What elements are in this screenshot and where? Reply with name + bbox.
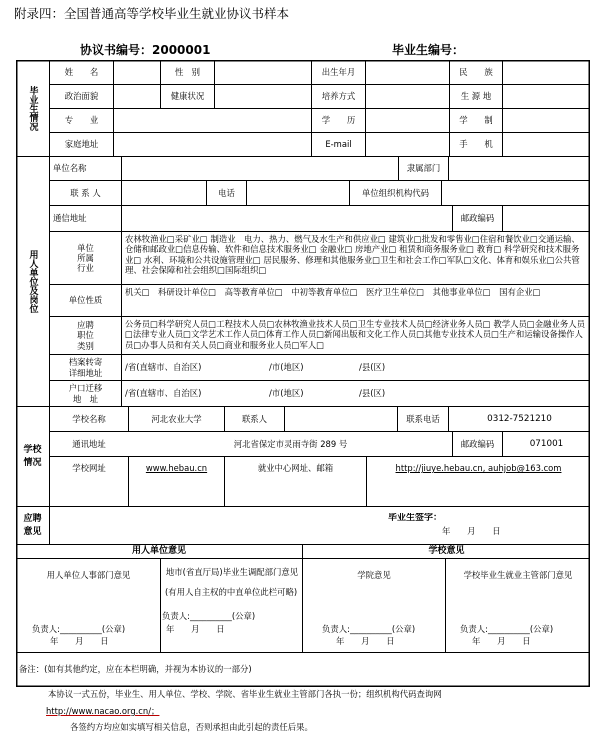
industry-label: 单位 所属 行业 [77, 242, 94, 274]
employer-contact-label: 联 系 人 [70, 187, 101, 198]
school-site-label: 学校网址 [72, 463, 106, 473]
degree-label: 学 历 [321, 115, 356, 126]
address-label: 家庭地址 [64, 139, 99, 150]
employer-address-label: 通信地址 [53, 213, 87, 224]
file-city[interactable]: /市(地区) [269, 362, 304, 373]
graduate-section-label: 毕业生情况 [27, 85, 38, 131]
phone-label: 手 机 [459, 139, 493, 150]
email-label: E-mail [325, 139, 352, 150]
college-opinion-label: 学院意见 [357, 569, 391, 580]
hukou-province[interactable]: /省(直辖市、自治区) [125, 388, 202, 399]
dept-opinion-label: 地市(省直厅局)毕业生调配部门意见 [165, 566, 299, 577]
employer-zip-label: 邮政编码 [460, 213, 495, 224]
graduate-number: 毕业生编号： [392, 43, 465, 57]
agreement-number: 协议书编号：2000001 [80, 43, 211, 57]
college-responsible[interactable]: 负责人:__________(公章) [322, 624, 416, 634]
page-title: 附录四：全国普通高等学校毕业生就业协议书样本 [14, 6, 290, 21]
hukou-city[interactable]: /市(地区) [269, 388, 304, 399]
hr-date: 年 月 日 [50, 636, 109, 646]
center-label: 就业中心网址、邮箱 [257, 463, 334, 473]
nature-label: 单位性质 [68, 295, 103, 306]
employer-opinion-title: 用人单位意见 [131, 546, 186, 557]
dept-opinion-note: (有用人自主权的中直单位此栏可略) [165, 587, 298, 597]
school-tel-label: 联系电话 [406, 413, 440, 424]
school-office-date: 年 月 日 [472, 636, 531, 646]
training-label: 培养方式 [321, 91, 356, 102]
applicant-date: 年 月 日 [442, 526, 501, 536]
remark: 备注：(如有其他约定，应在本栏明确，并视为本协议的一部分) [19, 664, 252, 674]
gender-label: 性 别 [174, 67, 201, 78]
hukou-address-label: 户口迁移 地 址 [68, 383, 103, 404]
hr-opinion-label: 用人单位人事部门意见 [46, 569, 131, 580]
school-address-label: 通讯地址 [72, 438, 106, 449]
agreement-form [16, 60, 590, 687]
major-label: 专 业 [64, 115, 99, 126]
health-label: 健康状况 [170, 91, 205, 102]
politics-label: 政治面貌 [64, 91, 99, 102]
school-opinion-title: 学校意见 [428, 546, 465, 557]
employer-dept-label: 隶属部门 [406, 163, 441, 174]
applicant-section-label: 应聘意见 [23, 513, 42, 537]
duration-label: 学 制 [459, 115, 493, 126]
school-site-link[interactable]: www.hebau.cn [145, 463, 208, 473]
employer-section-label: 用人单位及岗位 [27, 250, 38, 313]
school-zip-label: 邮政编码 [460, 438, 495, 449]
file-county[interactable]: /县(区) [359, 362, 386, 373]
name-label: 姓 名 [64, 67, 99, 78]
school-zip-value: 071001 [529, 438, 564, 449]
job-category-label: 应聘 职位 类别 [77, 320, 94, 351]
school-section-label: 学校情况 [23, 444, 42, 468]
hr-responsible[interactable]: 负责人:__________(公章) [32, 624, 126, 634]
dept-date: 年 月 日 [166, 624, 225, 634]
dept-responsible[interactable]: 负责人:__________(公章) [162, 611, 256, 621]
footer-line-3: 各签约方均应如实填写相关信息，否则承担由此引起的责任后果。 [70, 722, 313, 732]
nature-options[interactable]: 机关□ 科研设计单位□ 高等教育单位□ 中初等教育单位□ 医疗卫生单位□ 其他事业单位□ 国有企业□ [125, 287, 541, 297]
school-office-responsible[interactable]: 负责人:__________(公章) [460, 624, 554, 634]
industry-options[interactable]: 农林牧渔业□采矿业□ 制造业 电力、热力、燃气及水生产和供应业□ 建筑业□批发和零售业□住宿和餐饮业□交通运输、仓储和邮政业□信息传输、软件和信息技术服务业□ 金融业□ 房地产业□ 租赁和商务服务业□ 教育□ 科学研究和技术服务业□ 水利、环境和公共设施管理业□ 居民服务、修理和其他服务业□卫生和社会工作□军队□文化、体育和娱乐业□公共管理、社会保障和社会组织□国际组织□ [125, 234, 580, 275]
graduate-signature-label: 毕业生签字： [388, 513, 443, 523]
employer-tel-label: 电话 [218, 187, 235, 198]
origin-label: 生 源 地 [460, 91, 492, 102]
school-tel-value: 0312-7521210 [487, 413, 552, 424]
school-name-value: 河北农业大学 [151, 413, 202, 424]
center-link[interactable]: http://jiuye.hebau.cn, auhjob@163.com [395, 463, 562, 473]
school-office-opinion-label: 学校毕业生就业主管部门意见 [463, 569, 573, 580]
file-address-label: 档案转寄 详细地址 [68, 357, 103, 378]
footer-line-1: 本协议一式五份，毕业生、用人单位、学校、学院、省毕业生就业主管部门各执一份；组织机构代码查询网 [48, 689, 442, 699]
school-contact-label: 联系人 [241, 413, 268, 424]
school-address-value: 河北省保定市灵雨寺街 289 号 [233, 438, 348, 449]
file-province[interactable]: /省(直辖市、自治区) [125, 362, 202, 373]
birth-label: 出生年月 [321, 67, 356, 78]
org-code-label: 单位组织机构代码 [362, 187, 429, 198]
hukou-county[interactable]: /县(区) [359, 388, 386, 399]
job-category-options[interactable]: 公务员□科学研究人员□工程技术人员□农林牧渔业技术人员□卫生专业技术人员□经济业务人员□ 教学人员□金融业务人员□法律专业人员□文学艺术工作人员□体育工作人员□新闻出版和文化工作人员□其他专业技术人员□生产和运输设备操作人员□办事人员和有关人员□商业和服务业人员□军人□ [125, 319, 586, 350]
college-date: 年 月 日 [336, 636, 395, 646]
employer-name-label: 单位名称 [53, 163, 87, 174]
ethnicity-label: 民 族 [459, 67, 493, 78]
footer-link[interactable]: http://www.nacao.org.cn/； [46, 706, 160, 716]
school-name-label: 学校名称 [72, 413, 106, 424]
